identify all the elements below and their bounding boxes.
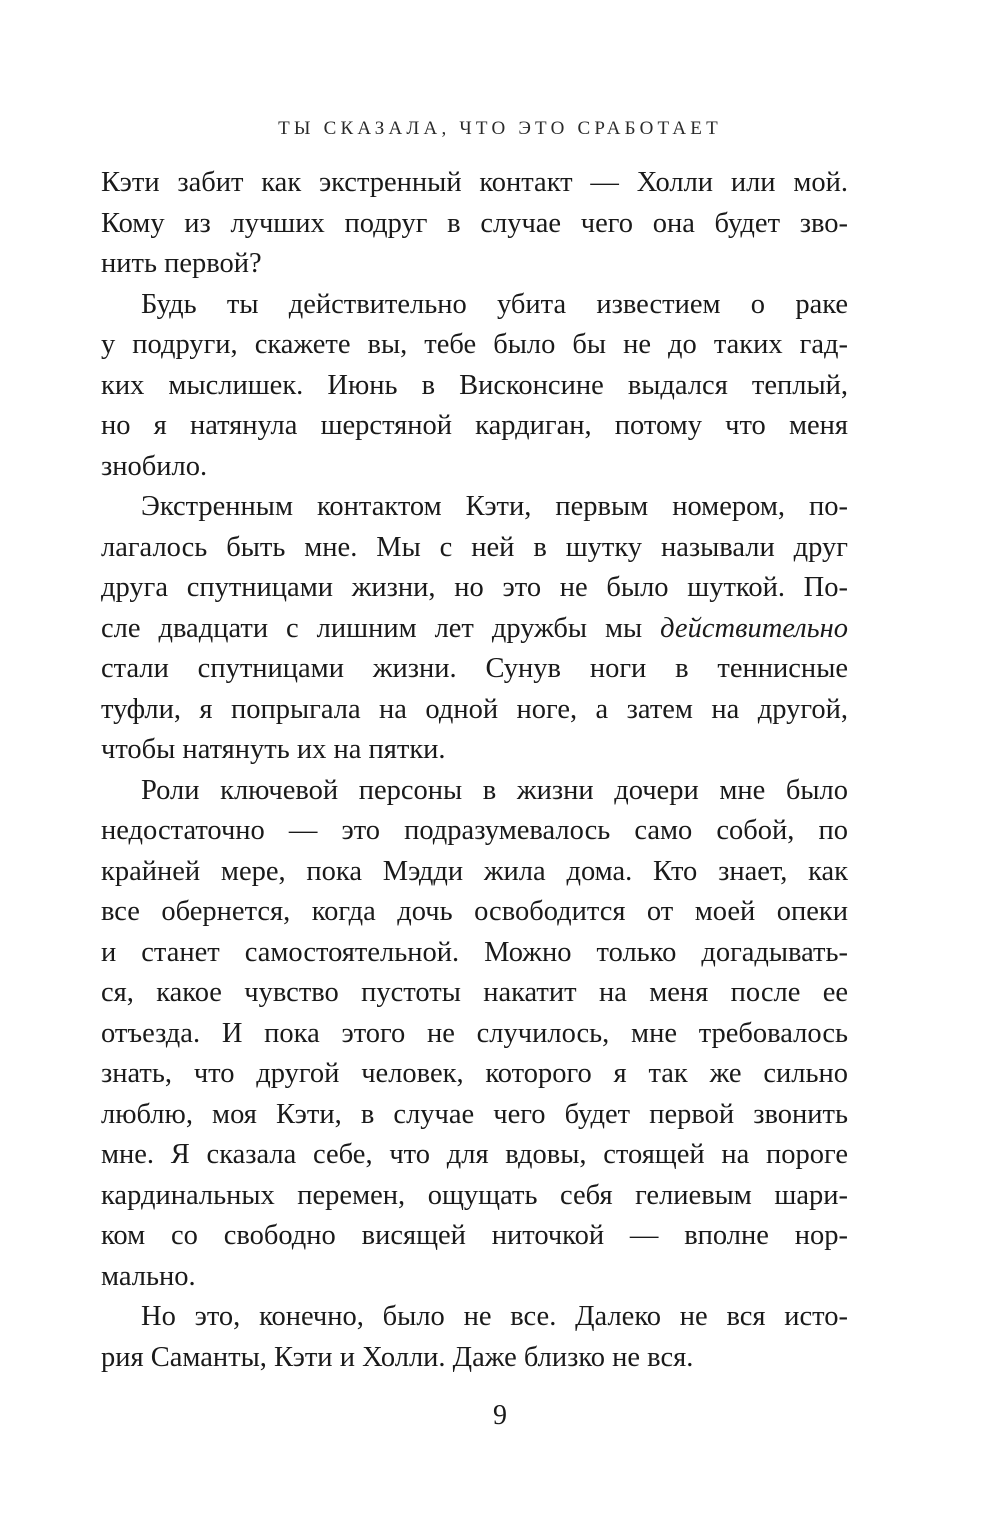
text-line: мально. bbox=[101, 1260, 196, 1292]
text-line: Роли ключевой персоны в жизни дочери мне было bbox=[141, 774, 848, 806]
text-line: знобило. bbox=[101, 450, 208, 482]
text-line: стали спутницами жизни. Сунув ноги в теннисные bbox=[101, 653, 848, 684]
text-line: знать, что другой человек, которого я так же сильно bbox=[101, 1058, 848, 1089]
text-line: чтобы натянуть их на пятки. bbox=[101, 734, 446, 765]
running-head: ТЫ СКАЗАЛА, ЧТО ЭТО СРАБОТАЕТ bbox=[278, 118, 722, 139]
text-line: крайней мере, пока Мэдди жила дома. Кто знает, как bbox=[101, 855, 848, 887]
text-line: друга спутницами жизни, но это не было шуткой. По- bbox=[101, 572, 848, 603]
text-line: Будь ты действительно убита известием о раке bbox=[141, 288, 848, 320]
page-number: 9 bbox=[493, 1400, 507, 1431]
text-line: Но это, конечно, было не все. Далеко не вся исто- bbox=[141, 1301, 848, 1332]
text-line: люблю, моя Кэти, в случае чего будет первой звонить bbox=[101, 1098, 848, 1130]
paragraph bbox=[101, 1297, 848, 1378]
paragraph bbox=[101, 771, 848, 1298]
body-text bbox=[101, 163, 848, 1378]
text-line: у подруги, скажете вы, тебе было бы не до таких гад- bbox=[101, 329, 848, 360]
text-line: Кому из лучших подруг в случае чего она будет зво- bbox=[101, 207, 848, 239]
text-line: все обернется, когда дочь освободится от моей опеки bbox=[101, 896, 848, 927]
text-line: кардинальных перемен, ощущать себя гелиевым шари- bbox=[101, 1179, 848, 1211]
text-line: лагалось быть мне. Мы с ней в шутку называли друг bbox=[101, 531, 848, 563]
text-line: мне. Я сказала себе, что для вдовы, стоящей на пороге bbox=[101, 1139, 848, 1170]
text-line: и станет самостоятельной. Можно только догадывать- bbox=[101, 936, 848, 968]
paragraph bbox=[101, 285, 848, 488]
text-line: но я натянула шерстяной кардиган, потому что меня bbox=[101, 410, 848, 441]
text-run: сле двадцати с лишним лет дружбы мы bbox=[101, 612, 643, 644]
text-line: ся, какое чувство пустоты накатит на меня после ее bbox=[101, 977, 848, 1008]
text-line: отъезда. И пока этого не случилось, мне требовалось bbox=[101, 1017, 848, 1049]
text-line: ких мыслишек. Июнь в Висконсине выдался теплый, bbox=[101, 369, 848, 401]
text-line: рия Саманты, Кэти и Холли. Даже близко не вся. bbox=[101, 1341, 694, 1373]
text-line: Кэти забит как экстренный контакт — Холли или мой. bbox=[101, 167, 848, 198]
emphasis-word: действительно bbox=[660, 612, 848, 644]
paragraph bbox=[101, 487, 848, 771]
text-line-with-emphasis bbox=[101, 609, 848, 650]
text-line: Экстренным контактом Кэти, первым номером, по- bbox=[141, 491, 848, 522]
paragraph bbox=[101, 163, 848, 285]
text-line: туфли, я попрыгала на одной ноге, а затем на другой, bbox=[101, 693, 848, 725]
text-line: нить первой? bbox=[101, 248, 262, 279]
text-line: ком со свободно висящей ниточкой — вполне нор- bbox=[101, 1220, 848, 1251]
text-line: недостаточно — это подразумевалось само собой, по bbox=[101, 815, 848, 846]
